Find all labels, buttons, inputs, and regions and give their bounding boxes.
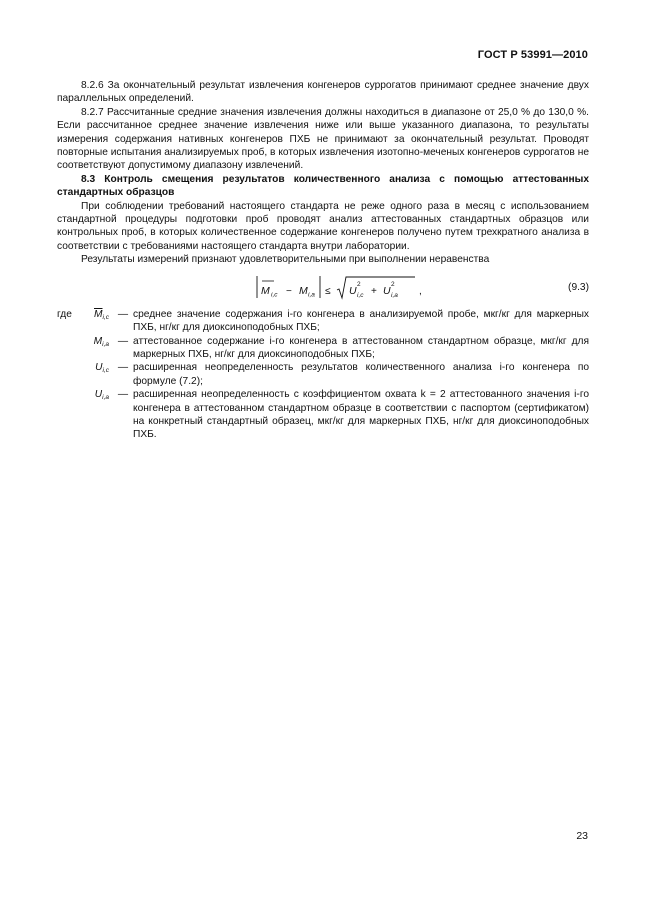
formula-u1-sub: i,c bbox=[357, 291, 364, 299]
definition-text: аттестованное содержание i-го конгенера в аттестованном стандартном образце, мкг/кг для маркерных ПХБ, нг/кг для диоксиноподобных ПХБ; bbox=[133, 335, 589, 360]
symbol-definitions bbox=[57, 308, 589, 442]
section-heading-8-3: 8.3 Контроль смещения результатов количественного анализа с помощью аттестованных стандартных образцов bbox=[57, 173, 589, 199]
definition-dash: — bbox=[117, 362, 129, 374]
paragraph-8-2-6: 8.2.6 За окончательный результат извлечения конгенеров суррогатов принимают среднее значение двух параллельных определений. bbox=[57, 80, 589, 105]
formula-minus: − bbox=[286, 285, 292, 297]
formula-u2: U bbox=[383, 284, 391, 297]
formula-number: (9.3) bbox=[568, 281, 589, 293]
definition-symbol: Mi,a bbox=[93, 335, 109, 348]
definition-dash: — bbox=[117, 308, 129, 320]
definition-symbol: $\overline{M}i,c$ bbox=[94, 308, 109, 321]
document-body bbox=[57, 79, 589, 442]
where-label: где bbox=[57, 308, 72, 320]
definition-u-analysis bbox=[57, 361, 589, 388]
formula-plus: + bbox=[371, 285, 377, 297]
formula-m: M bbox=[299, 284, 308, 297]
formula-u2-sup: 2 bbox=[391, 280, 395, 288]
definition-u-certified bbox=[57, 388, 589, 442]
paragraph-8-2-7: 8.2.7 Рассчитанные средние значения извлечения должны находиться в диапазоне от 25,0 % до 130,0 %. Если рассчитанное среднее значение извлечения ниже или выше указанного диапазона, то результаты измерения содержания нативных конгенеров ПХБ не принимают за окончательный результат. Проводят повторные испытания анализируемых проб, в которых извлечения изотопно-меченых конгенеров суррогатов не соответствуют допустимому диапазону извлечений. bbox=[57, 106, 589, 172]
formula-9-3 bbox=[57, 274, 589, 304]
definition-dash: — bbox=[117, 335, 129, 347]
formula-le: ≤ bbox=[325, 285, 331, 297]
definition-text: среднее значение содержания i-го конгенера в анализируемой пробе, мкг/кг для маркерных ПХБ, нг/кг для диоксиноподобных ПХБ; bbox=[133, 308, 589, 334]
definition-text: расширенная неопределенность результатов количественного анализа i-го конгенера по формуле (7.2); bbox=[133, 362, 589, 387]
formula-m-mean-sub: i,c bbox=[271, 291, 278, 299]
formula-m-mean: M bbox=[261, 284, 270, 297]
inequality-formula bbox=[255, 274, 455, 304]
standard-header: ГОСТ Р 53991—2010 bbox=[477, 49, 588, 61]
definition-text: расширенная неопределенность с коэффициентом охвата k = 2 аттестованного значения i-го конгенера в аттестованном стандартном образце в соответствии с паспортом (сертификатом) на конкретный стандартный образец, мкг/кг для маркерных ПХБ, нг/кг для диоксиноподобных ПХБ. bbox=[133, 389, 589, 441]
definition-dash: — bbox=[117, 389, 129, 401]
formula-u2-sub: i,a bbox=[391, 291, 398, 299]
definition-m-mean bbox=[57, 308, 589, 335]
formula-u1-sup: 2 bbox=[357, 280, 361, 288]
page-number: 23 bbox=[576, 830, 588, 842]
paragraph-8-3-body: При соблюдении требований настоящего стандарта не реже одного раза в месяц с использованием стандартной процедуры подготовки проб проводят анализ аттестованных стандартных образцов или контрольных проб, в которых количественное содержание конгенеров получено путем трехкратного анализа в соответствии с требованиями настоящего стандарта внутри лаборатории. bbox=[57, 200, 589, 252]
definition-m-certified bbox=[57, 335, 589, 362]
paragraph-inequality-intro: Результаты измерений признают удовлетворительными при выполнении неравенства bbox=[81, 254, 490, 266]
formula-u1: U bbox=[349, 284, 357, 297]
formula-comma: , bbox=[419, 285, 422, 297]
formula-m-sub: i,a bbox=[308, 291, 315, 299]
definition-symbol: Ui,a bbox=[94, 389, 109, 402]
definition-symbol: Ui,c bbox=[95, 362, 109, 375]
